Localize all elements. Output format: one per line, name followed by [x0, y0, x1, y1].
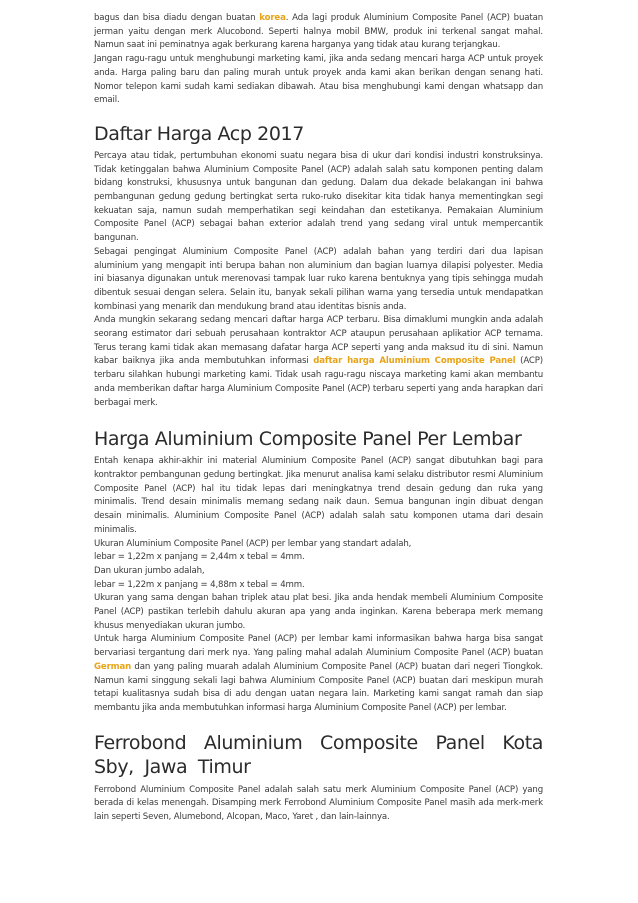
intro-paragraph-2: Jangan ragu-ragu untuk menghubungi marketing kami, jika anda sedang mencari harga ACP untuk proyek anda. Harga paling baru dan paling murah untuk proyek anda kami akan berikan dengan senang hati. Nomor telepon kami sudah kami sediakan dibawah. Atau bisa menghubungi kami dengan whatsapp dan email. — [94, 54, 543, 106]
daftar-paragraph-3: Anda mungkin sekarang sedang mencari daftar harga ACP terbaru. Bisa dimaklumi mungkin anda adalah seorang estimator dari sebuah perusahaan kontraktor ACP ataupun perusahaan aplikatior ACP ternama. Terus terang kami tidak akan memasang dafatar harga ACP seperti yang anda maksud itu di sini. Namun kabar baiknya jika anda membutuhkan informasi daftar harga Aluminium Composite Panel (ACP) terbaru silahkan hubungi marketing kami. Tidak usah ragu-ragu niscaya marketing kami akan membantu anda memberikan daftar harga Aluminium Composite Panel (ACP) terbaru seperti yang anda harapkan dari berbagai merk. — [94, 315, 543, 408]
harga-paragraph-1: Entah kenapa akhir-akhir ini material Aluminium Composite Panel (ACP) sangat dibutuhkan bagi para kontraktor pembangunan gedung bertingkat. Jika menurut analisa kami selaku distributor resmi Aluminium Composite Panel (ACP) hal itu tidak lepas dari meningkatnya trend desain gedung dan ruka yang minimalis. Trend desain minimalis memang sedang naik daun. Semua bangunan ingin dibuat dengan desain minimalis. Aluminium Composite Panel (ACP) adalah salah satu komponen utama dari desain minimalis. — [94, 456, 543, 535]
size-jumbo-value: lebar = 1,22m x panjang = 4,88m x tebal = 4mm. — [94, 579, 305, 590]
heading-harga-per-lembar: Harga Aluminium Composite Panel Per Lembar — [94, 428, 522, 451]
daftar-paragraph-1: Percaya atau tidak, pertumbuhan ekonomi suatu negara bisa di ukur dari kondisi industri konstruksinya. Tidak ketinggalan bahwa Aluminium Composite Panel (ACP) adalah salah satu komponen penting dalam bidang konstruksi, khususnya untuk bangunan dan gedung. Dalam dua dekade belakangan ini bahwa pembangunan gedung gedung bertingkat serta ruko-ruko disekitar kita tidak hanya mementingkan segi kekuatan saja, namun sudah memperhatikan segi keindahan dan estetikanya. Pemakaian Aluminium Composite Panel (ACP) sebagai bahan exterior adalah trend yang sedang viral untuk mempercantik bangunan. — [94, 150, 543, 244]
daftar-harga-link[interactable]: daftar harga Aluminium Composite Panel — [313, 356, 516, 367]
heading-ferrobond: Ferrobond Aluminium Composite Panel Kota Sby, Jawa Timur — [94, 731, 543, 778]
size-standard-label: Ukuran Aluminium Composite Panel (ACP) per lembar yang standart adalah, — [94, 538, 412, 549]
size-jumbo-label: Dan ukuran jumbo adalah, — [94, 565, 205, 576]
size-standard-value: lebar = 1,22m x panjang = 2,44m x tebal = 4mm. — [94, 552, 305, 563]
daftar-paragraph-2: Sebagai pengingat Aluminium Composite Panel (ACP) adalah bahan yang terdiri dari dua lapisan aluminium yang mengapit inti berupa bahan non aluminium dan bagian luarnya dilapisi polyester. Media ini biasanya digunakan untuk merenovasi tampak luar ruko karena bentuknya yang tipis sehingga mudah dibentuk sesuai dengan selera. Selain itu, banyak sekali pilihan warna yang tersedia untuk mendapatkan kombinasi yang menarik dan mendukung brand atau identitas bisnis anda. — [94, 246, 543, 312]
intro-paragraph-1: bagus dan bisa diadu dengan buatan korea. Ada lagi produk Aluminium Composite Panel (ACP) buatan jerman yaitu dengan merk Alucobond. Seperti halnya mobil BMW, produk ini terkenal sangat mahal. Namun saat ini peminatnya agak berkurang karena harganya yang tidak atau kurang terjangkau. — [94, 13, 543, 51]
korea-link[interactable]: korea — [259, 13, 286, 23]
harga-paragraph-3: Untuk harga Aluminium Composite Panel (ACP) per lembar kami informasikan bahwa harga bisa sangat bervariasi tergantung dari merk nya. Yang paling mahal adalah Aluminium Composite Panel (ACP) buatan German dan yang paling muarah adalah Aluminium Composite Panel (ACP) buatan dari negeri Tiongkok. Namun kami singgung sekali lagi bahwa Aluminium Composite Panel (ACP) buatan dari meskipun murah tetapi kualitasnya sudah bisa di adu dengan uatan negara lain. Marketing kami sangat ramah dan siap membantu jika anda membutuhkan informasi harga Aluminium Composite Panel (ACP) per lembar. — [94, 634, 543, 713]
article-body — [94, 12, 543, 825]
heading-daftar-harga: Daftar Harga Acp 2017 — [94, 122, 304, 145]
ferro-paragraph-1: Ferrobond Aluminium Composite Panel adalah salah satu merk Aluminium Composite Panel (ACP) yang berada di kelas menengah. Disamping merk Ferrobond Aluminium Composite Panel masih ada merk-merk lain seperti Seven, Alumebond, Alcopan, Maco, Yaret , dan lain-lainnya. — [94, 784, 543, 823]
harga-paragraph-2: Ukuran yang sama dengan bahan triplek atau plat besi. Jika anda hendak membeli Aluminium Composite Panel (ACP) pastikan terlebih dahulu akuran apa yang anda inginkan. Karena beberapa merk memang khusus menyediakan ukuran jumbo. — [94, 593, 543, 631]
german-link[interactable]: German — [94, 661, 132, 672]
